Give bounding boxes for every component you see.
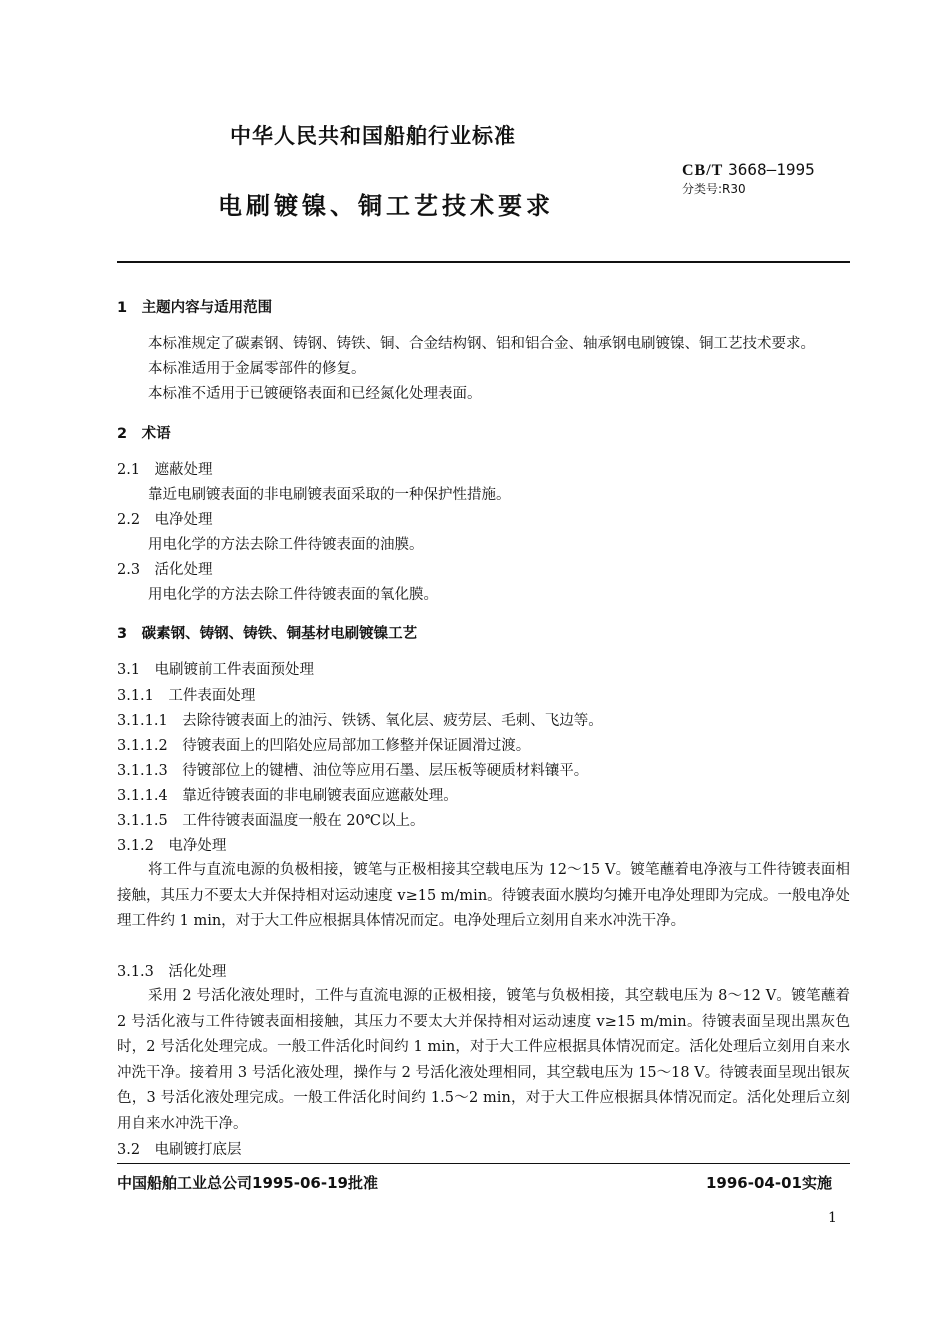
section-1-para-3: 本标准不适用于已镀硬铬表面和已经氮化处理表面。 [148, 386, 482, 402]
clause-3-1-1-5: 3.1.1.5 工件待镀表面温度一般在 20℃以上。 [117, 813, 425, 829]
clause-3-1-2-text: 将工件与直流电源的负极相接，镀笔与正极相接其空载电压为 12～15 V。镀笔蘸着电净液与工件待镀表面相接触，其压力不要太大并保持相对运动速度 v≥15 m/min。待镀表面水膜均匀摊开电净处理即为完成。一般电净处理工件约 1 min，对于大工件应根据具体情况而定。电净处理后立刻用自来水冲洗干净。 [117, 862, 850, 929]
standard-prefix: CB/T [682, 162, 724, 179]
issuing-organization: 中华人民共和国船舶行业标准 [230, 124, 516, 148]
clause-3-1-3-text: 采用 2 号活化液处理时，工件与直流电源的正极相接，镀笔与负极相接，其空载电压为 8～12 V。镀笔蘸着 2 号活化液与工件待镀表面相接触，其压力不要太大并保持相对运动速度 v≥15 m/min。待镀表面呈现出黑灰色时，2 号活化处理完成。一般工件活化时间约 1 min，对于大工件应根据具体情况而定。活化处理后立刻用自来水冲洗干净。接着用 3 号活化液处理，操作与 2 号活化液处理相同，其空载电压为 15～18 V。待镀表面呈现出银灰色，3 号活化液处理完成。一般工件活化时间约 1.5～2 min，对于大工件应根据具体情况而定。活化处理后立刻用自来水冲洗干净。 [117, 988, 850, 1132]
effective-date: 1996-04-01实施 [706, 1174, 832, 1192]
section-3-heading: 3 碳素钢、铸钢、铸铁、铜基材电刷镀镍工艺 [117, 626, 418, 642]
clause-3-1-1-3: 3.1.1.3 待镀部位上的键槽、油位等应用石墨、层压板等硬质材料镶平。 [117, 763, 589, 779]
section-1-heading: 1 主题内容与适用范围 [117, 300, 273, 316]
clause-3-1-1-4: 3.1.1.4 靠近待镀表面的非电刷镀表面应遮蔽处理。 [117, 788, 458, 804]
term-2-3-heading: 2.3 活化处理 [117, 562, 213, 578]
clause-3-1-1-2: 3.1.1.2 待镀表面上的凹陷处应局部加工修整并保证圆滑过渡。 [117, 738, 531, 754]
standard-number [682, 160, 815, 180]
term-2-1-definition: 靠近电刷镀表面的非电刷镀表面采取的一种保护性措施。 [148, 487, 511, 503]
standard-code: 3668—1995 [728, 160, 815, 179]
clause-3-1-2: 3.1.2 电净处理 [117, 838, 227, 854]
approval-statement: 中国船舶工业总公司1995-06-19批准 [117, 1174, 378, 1192]
section-1-para-2: 本标准适用于金属零部件的修复。 [148, 361, 366, 377]
clause-3-1: 3.1 电刷镀前工件表面预处理 [117, 662, 315, 678]
clause-3-1-1: 3.1.1 工件表面处理 [117, 688, 256, 704]
section-1-para-1: 本标准规定了碳素钢、铸钢、铸铁、铜、合金结构钢、铝和铝合金、轴承钢电刷镀镍、铜工艺技术要求。 [148, 336, 815, 352]
page-number: 1 [828, 1210, 837, 1226]
term-2-2-definition: 用电化学的方法去除工件待镀表面的油膜。 [148, 537, 424, 553]
section-2-heading: 2 术语 [117, 426, 171, 442]
term-2-1-heading: 2.1 遮蔽处理 [117, 462, 213, 478]
classification-code: 分类号:R30 [682, 182, 746, 196]
term-2-2-heading: 2.2 电净处理 [117, 512, 213, 528]
clause-3-1-1-1: 3.1.1.1 去除待镀表面上的油污、铁锈、氧化层、疲劳层、毛刺、飞边等。 [117, 713, 603, 729]
document-title: 电刷镀镍、铜工艺技术要求 [218, 192, 554, 220]
clause-3-1-3: 3.1.3 活化处理 [117, 964, 227, 980]
clause-3-2: 3.2 电刷镀打底层 [117, 1142, 242, 1158]
footer-divider [117, 1163, 850, 1164]
term-2-3-definition: 用电化学的方法去除工件待镀表面的氧化膜。 [148, 587, 438, 603]
header-divider [117, 261, 850, 263]
